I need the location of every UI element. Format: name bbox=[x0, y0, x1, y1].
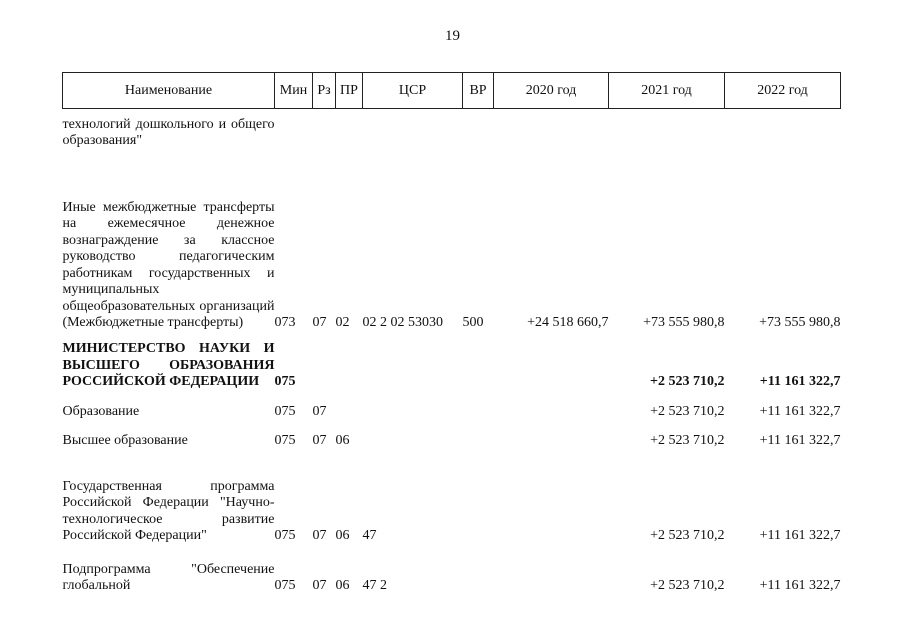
row-name: технологий дошкольного и общего образования" bbox=[62, 116, 275, 148]
row-name: Образование bbox=[62, 404, 140, 419]
row-rz: 07 bbox=[312, 315, 327, 330]
row-vr bbox=[463, 545, 494, 595]
row-pr: 06 bbox=[335, 433, 350, 448]
row-min: 075 bbox=[274, 404, 296, 419]
row-2022: +11 161 322,7 bbox=[759, 374, 841, 389]
row-rz: 07 bbox=[312, 578, 327, 593]
row-csr bbox=[363, 109, 463, 150]
row-2021: +2 523 710,2 bbox=[650, 404, 725, 419]
row-rz: 07 bbox=[312, 528, 327, 543]
header-2021: 2021 год bbox=[609, 73, 725, 109]
header-2020: 2020 год bbox=[494, 73, 609, 109]
header-min: Мин bbox=[275, 73, 313, 109]
row-vr bbox=[463, 391, 494, 421]
page-number: 19 bbox=[445, 28, 460, 44]
row-2021: +2 523 710,2 bbox=[650, 528, 725, 543]
table-row bbox=[63, 421, 841, 450]
row-csr: 02 2 02 53030 bbox=[362, 315, 443, 330]
row-vr bbox=[463, 450, 494, 545]
header-name: Наименование bbox=[63, 73, 275, 109]
row-min: 073 bbox=[274, 315, 296, 330]
row-vr bbox=[463, 421, 494, 450]
row-rz bbox=[313, 332, 336, 391]
row-vr bbox=[463, 332, 494, 391]
row-2020 bbox=[494, 391, 609, 421]
row-2020 bbox=[494, 421, 609, 450]
row-2021 bbox=[609, 109, 725, 150]
row-name: Иные межбюджетные трансферты на ежемесячное денежное вознаграждение за классное руководство педагогическим работникам государственных и муниципальных общеобразовательных организаций (Межбюджетные трансферты) bbox=[62, 199, 275, 330]
budget-table bbox=[62, 72, 841, 595]
row-name: Подпрограмма "Обеспечение глобальной bbox=[62, 561, 275, 593]
table-row bbox=[63, 332, 841, 391]
row-2021: +73 555 980,8 bbox=[643, 315, 725, 330]
row-rz bbox=[313, 109, 336, 150]
row-pr: 06 bbox=[335, 528, 350, 543]
row-vr: 500 bbox=[462, 315, 484, 330]
row-2022: +11 161 322,7 bbox=[759, 528, 841, 543]
row-min: 075 bbox=[274, 433, 296, 448]
row-name: Высшее образование bbox=[62, 433, 188, 448]
row-2021: +2 523 710,2 bbox=[650, 374, 725, 389]
row-2020 bbox=[494, 545, 609, 595]
row-2021: +2 523 710,2 bbox=[650, 433, 725, 448]
row-2020: +24 518 660,7 bbox=[527, 315, 609, 330]
row-min: 075 bbox=[274, 578, 296, 593]
row-pr: 02 bbox=[335, 315, 350, 330]
table-row bbox=[63, 450, 841, 545]
row-rz: 07 bbox=[312, 404, 327, 419]
row-2020 bbox=[494, 332, 609, 391]
header-vr: ВР bbox=[463, 73, 494, 109]
row-2022: +73 555 980,8 bbox=[759, 315, 841, 330]
row-vr bbox=[463, 109, 494, 150]
row-pr: 06 bbox=[335, 578, 350, 593]
header-pr: ПР bbox=[336, 73, 363, 109]
table-row bbox=[63, 150, 841, 332]
row-name: МИНИСТЕРСТВО НАУКИ И ВЫСШЕГО ОБРАЗОВАНИЯ РОССИЙСКОЙ ФЕДЕРАЦИИ bbox=[62, 341, 275, 389]
row-2022: +11 161 322,7 bbox=[759, 433, 841, 448]
row-2022: +11 161 322,7 bbox=[759, 578, 841, 593]
table-row bbox=[63, 109, 841, 150]
row-2021: +2 523 710,2 bbox=[650, 578, 725, 593]
row-csr: 47 bbox=[362, 528, 377, 543]
row-2020 bbox=[494, 109, 609, 150]
row-csr bbox=[363, 332, 463, 391]
row-csr bbox=[363, 391, 463, 421]
table-row bbox=[63, 391, 841, 421]
header-row bbox=[63, 73, 841, 109]
row-min bbox=[275, 109, 313, 150]
row-name: Государственная программа Российской Федерации "Научно-технологическое развитие Российской Федерации" bbox=[62, 478, 275, 543]
row-pr bbox=[336, 391, 363, 421]
row-2022: +11 161 322,7 bbox=[759, 404, 841, 419]
row-pr bbox=[336, 332, 363, 391]
header-rz: Рз bbox=[313, 73, 336, 109]
table-row bbox=[63, 545, 841, 595]
row-2020 bbox=[494, 450, 609, 545]
header-csr: ЦСР bbox=[363, 73, 463, 109]
row-rz: 07 bbox=[312, 433, 327, 448]
row-2022 bbox=[725, 109, 841, 150]
row-pr bbox=[336, 109, 363, 150]
header-2022: 2022 год bbox=[725, 73, 841, 109]
row-min: 075 bbox=[274, 528, 296, 543]
row-csr bbox=[363, 421, 463, 450]
row-min: 075 bbox=[274, 374, 296, 389]
row-csr: 47 2 bbox=[362, 578, 387, 593]
